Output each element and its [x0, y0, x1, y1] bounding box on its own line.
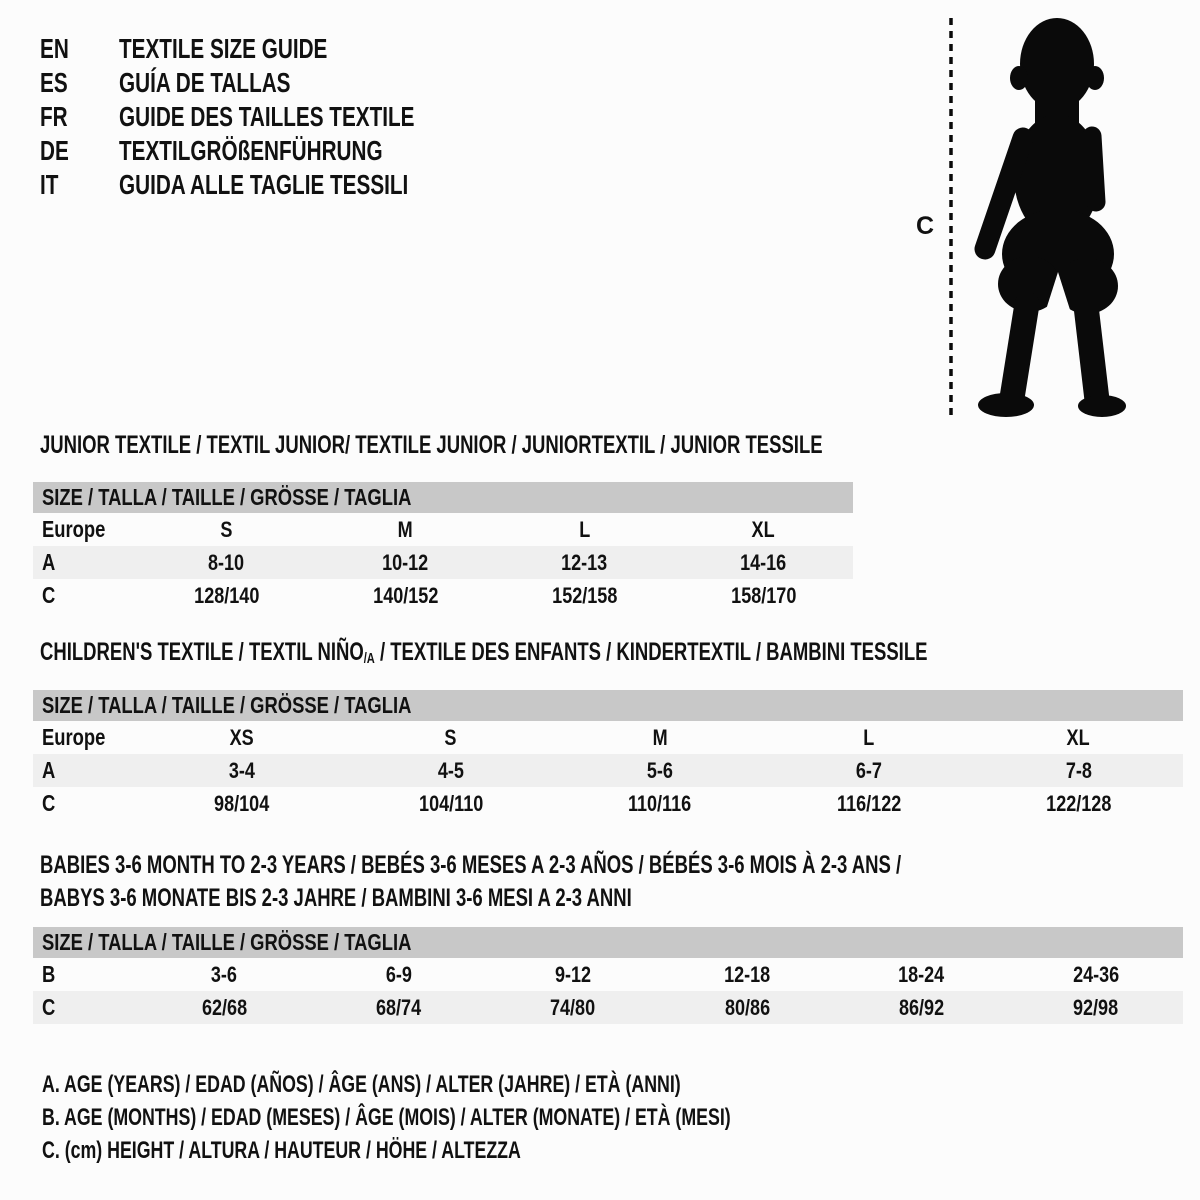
babies-size-table [33, 927, 1183, 1024]
size-cell: 74/80 [550, 995, 596, 1020]
language-row-it [40, 168, 518, 202]
language-code: IT [40, 169, 59, 200]
size-cell: 4-5 [437, 758, 464, 783]
language-code: EN [40, 33, 69, 64]
children-section-title [40, 637, 1200, 671]
size-cell: XL [1066, 725, 1090, 750]
size-cell: 3-4 [228, 758, 255, 783]
size-cell: 140/152 [372, 583, 439, 608]
size-cell: 104/110 [418, 791, 483, 816]
legend-notes [42, 1068, 973, 1167]
babies-title-line2: BABYS 3-6 MONATE BIS 2-3 JAHRE / BAMBINI 3-6 MESI A 2-3 ANNI [40, 884, 632, 912]
junior-section-title: JUNIOR TEXTILE / TEXTIL JUNIOR/ TEXTILE JUNIOR / JUNIORTEXTIL / JUNIOR TESSILE [40, 431, 823, 459]
size-cell: XL [751, 517, 776, 542]
size-cell: 3-6 [211, 962, 238, 987]
size-cell: 62/68 [201, 995, 247, 1020]
size-cell: 68/74 [375, 995, 422, 1020]
size-cell: 6-9 [385, 962, 412, 987]
babies-title-line1: BABIES 3-6 MONTH TO 2-3 YEARS / BEBÉS 3-6 MESES A 2-3 AÑOS / BÉBÉS 3-6 MOIS À 2-3 ANS / [40, 851, 902, 879]
junior-size-table [33, 482, 853, 612]
page-title-fr: GUIDE DES TAILLES TEXTILE [119, 101, 415, 132]
size-cell: 128/140 [193, 583, 260, 608]
size-cell: 6-7 [856, 758, 883, 783]
size-cell: 92/98 [1073, 995, 1119, 1020]
table-row-height [33, 787, 1183, 820]
size-cell: S [220, 517, 233, 542]
size-cell: 116/122 [837, 791, 902, 816]
height-measure-label: C [916, 212, 935, 240]
children-title-pre: CHILDREN'S TEXTILE / TEXTIL NIÑO [40, 638, 364, 666]
table-row-age [33, 546, 853, 579]
language-code: ES [40, 67, 68, 98]
size-header-band: SIZE / TALLA / TAILLE / GRÖSSE / TAGLIA [33, 927, 1183, 958]
children-title-sub: /A [363, 650, 375, 667]
size-cell: XS [229, 725, 254, 750]
page-title-it: GUIDA ALLE TAGLIE TESSILI [119, 169, 409, 200]
size-header-band: SIZE / TALLA / TAILLE / GRÖSSE / TAGLIA [33, 690, 1183, 721]
size-cell: 9-12 [554, 962, 591, 987]
row-label: Europe [42, 516, 106, 542]
page-title-es: GUÍA DE TALLAS [119, 67, 291, 98]
language-row-es [40, 66, 518, 100]
size-cell: 12-13 [561, 550, 608, 575]
row-label: B [42, 961, 56, 987]
size-cell: 7-8 [1065, 758, 1092, 783]
language-row-fr [40, 100, 518, 134]
babies-section-title [40, 849, 1200, 915]
size-cell: 152/158 [551, 583, 618, 608]
size-cell: S [444, 725, 457, 750]
size-cell: L [578, 517, 591, 542]
size-cell: 10-12 [382, 550, 429, 575]
size-header-band: SIZE / TALLA / TAILLE / GRÖSSE / TAGLIA [33, 482, 853, 513]
height-dashed-line [948, 18, 954, 423]
size-cell: 24-36 [1072, 962, 1119, 987]
row-label: A [42, 549, 56, 575]
page-title-de: TEXTILGRÖßENFÜHRUNG [119, 135, 383, 166]
table-row-height [33, 579, 853, 612]
language-code: DE [40, 135, 69, 166]
size-cell: 86/92 [898, 995, 945, 1020]
size-cell: 158/170 [730, 583, 797, 608]
table-row-europe [33, 513, 853, 546]
size-cell: L [863, 725, 875, 750]
size-cell: 110/116 [628, 791, 692, 816]
row-label: C [42, 790, 56, 816]
children-size-table [33, 690, 1183, 820]
baby-silhouette-icon [965, 16, 1135, 418]
size-cell: 122/128 [1045, 791, 1112, 816]
note-height-cm: C. (cm) HEIGHT / ALTURA / HAUTEUR / HÖHE / ALTEZZA [42, 1137, 521, 1164]
size-cell: 14-16 [740, 550, 787, 575]
size-cell: 8-10 [208, 550, 245, 575]
row-label: Europe [42, 724, 106, 750]
row-label: C [42, 994, 56, 1020]
size-cell: 5-6 [646, 758, 674, 783]
page-title: TEXTILE SIZE GUIDE [119, 33, 328, 64]
size-cell: M [397, 517, 414, 542]
language-title-list [40, 32, 518, 202]
language-row-de [40, 134, 518, 168]
row-label: A [42, 757, 56, 783]
language-code: FR [40, 101, 68, 132]
note-age-years: A. AGE (YEARS) / EDAD (AÑOS) / ÂGE (ANS) / ALTER (JAHRE) / ETÀ (ANNI) [42, 1071, 681, 1098]
size-cell: 80/86 [724, 995, 770, 1020]
table-row-europe [33, 721, 1183, 754]
table-row-months [33, 958, 1183, 991]
size-cell: 98/104 [214, 791, 270, 816]
table-row-age [33, 754, 1183, 787]
note-age-months: B. AGE (MONTHS) / EDAD (MESES) / ÂGE (MOIS) / ALTER (MONATE) / ETÀ (MESI) [42, 1104, 731, 1131]
size-cell: 12-18 [724, 962, 771, 987]
size-cell: M [652, 725, 668, 750]
size-cell: 18-24 [898, 962, 945, 987]
row-label: C [42, 582, 56, 608]
table-row-height [33, 991, 1183, 1024]
language-row-en [40, 32, 518, 66]
children-title-post: / TEXTILE DES ENFANTS / KINDERTEXTIL / BAMBINI TESSILE [374, 638, 928, 666]
